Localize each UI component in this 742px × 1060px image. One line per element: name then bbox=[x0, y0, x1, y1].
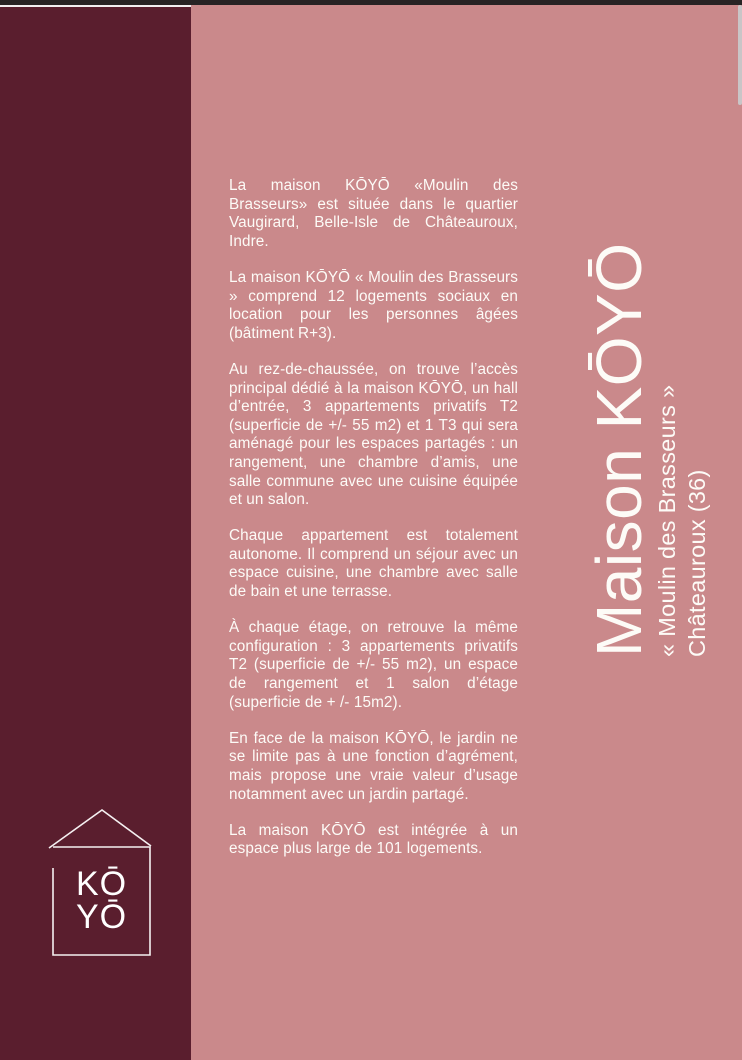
logo-text-line1: KŌ bbox=[75, 865, 128, 903]
scrollbar-thumb[interactable] bbox=[738, 5, 742, 105]
logo-wordmark bbox=[53, 847, 150, 955]
vertical-title-block bbox=[583, 217, 712, 657]
body-paragraph: Au rez-de-chaussée, on trouve l’accès principal dédié à la maison KŌYŌ, un hall d’entrée, 3 appartements privatifs T2 (superficie de +/- 55 m2) et 1 T3 qui sera aménagé pour les espaces partagés : un rangement, une chambre d’amis, une salle commune avec une cuisine équipée et un salon. bbox=[229, 360, 518, 509]
body-paragraph: En face de la maison KŌYŌ, le jardin ne se limite pas à une fonction d’agrément, mais propose une vraie valeur d’usage notamment avec un jardin partagé. bbox=[229, 729, 518, 803]
vertical-subtitle-line1: « Moulin des Brasseurs » bbox=[654, 384, 680, 657]
vertical-subtitle-line2: Châteauroux (36) bbox=[684, 469, 710, 657]
logo-text-line2: YŌ bbox=[75, 898, 128, 936]
koyo-logo bbox=[44, 804, 156, 960]
viewer-top-bar bbox=[0, 0, 742, 5]
body-paragraph: La maison KŌYŌ « Moulin des Brasseurs » comprend 12 logements sociaux en location pour les personnes âgées (bâtiment R+3). bbox=[229, 268, 518, 342]
vertical-page-title: Maison KŌYŌ bbox=[583, 242, 655, 657]
body-paragraph: À chaque étage, on retrouve la même configuration : 3 appartements privatifs T2 (superficie de +/- 55 m2), un espace de rangement et 1 salon d’étage (superficie de + /- 15m2). bbox=[229, 619, 518, 711]
body-paragraph: La maison KŌYŌ «Moulin des Brasseurs» est située dans le quartier Vaugirard, Belle-Isle de Châteauroux, Indre. bbox=[229, 177, 518, 250]
article-text-column bbox=[229, 177, 518, 877]
body-paragraph: Chaque appartement est totalement autonome. Il comprend un séjour avec un espace cuisine, une chambre avec salle de bain et une terrasse. bbox=[229, 527, 518, 601]
body-paragraph: La maison KŌYŌ est intégrée à un espace plus large de 101 logements. bbox=[229, 821, 518, 858]
page-top-edge bbox=[0, 5, 191, 7]
